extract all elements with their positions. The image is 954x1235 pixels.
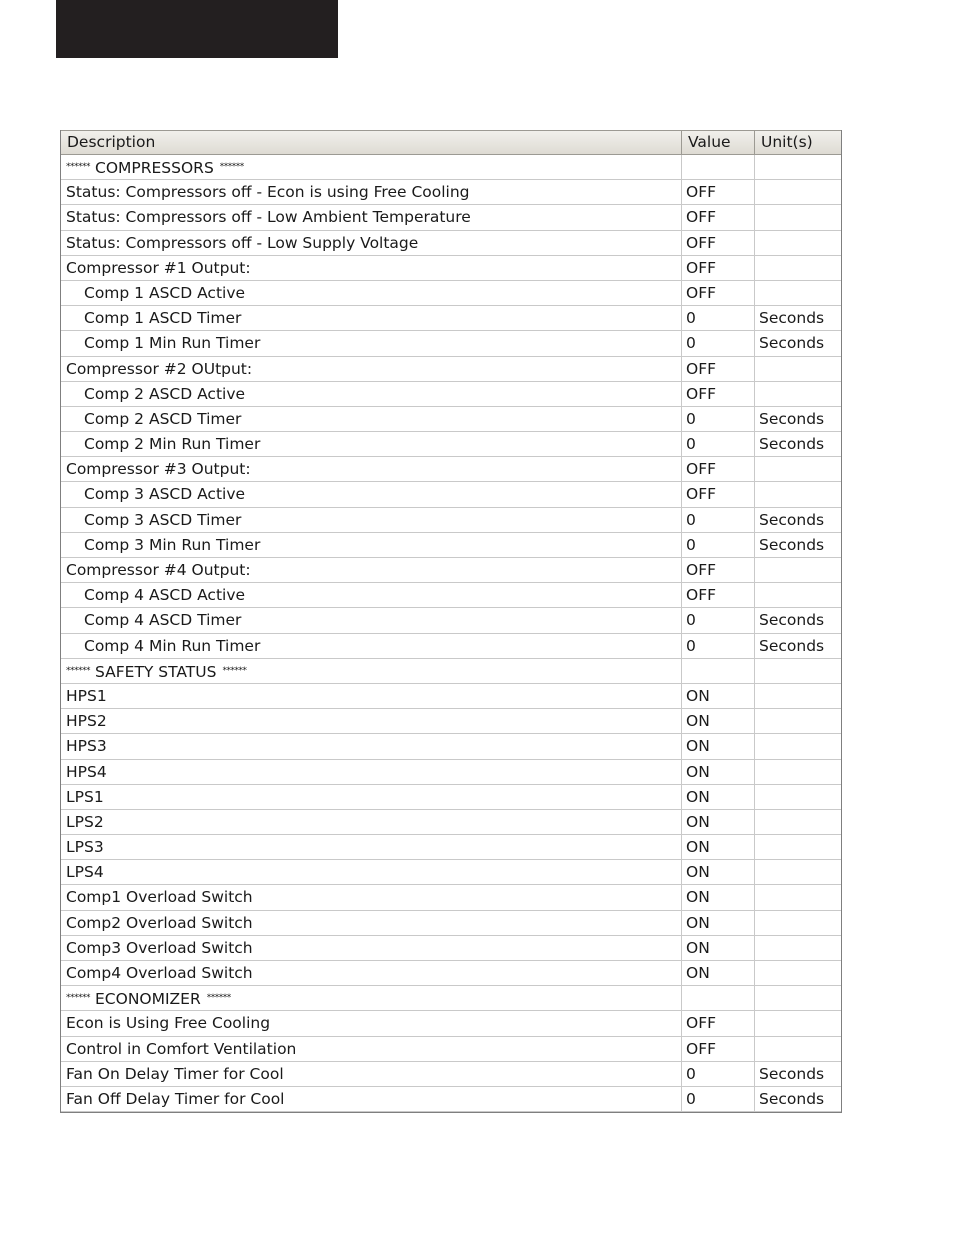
value-cell: 0 [682, 432, 755, 456]
units-cell [755, 231, 839, 255]
page-header-block [56, 0, 338, 58]
table-row[interactable] [61, 306, 841, 331]
description-cell: HPS3 [61, 734, 682, 758]
description-cell: Comp 3 Min Run Timer [61, 533, 682, 557]
description-cell: Comp1 Overload Switch [61, 885, 682, 909]
description-cell: LPS3 [61, 835, 682, 859]
section-title: SAFETY STATUS [95, 662, 217, 681]
table-row[interactable] [61, 911, 841, 936]
units-cell: Seconds [759, 334, 825, 353]
section-marker: ****** [206, 993, 231, 1004]
value-cell: 0 [682, 1087, 755, 1111]
section-marker: ****** [222, 665, 247, 676]
units-cell [755, 155, 839, 179]
units-cell: Seconds [759, 409, 825, 428]
table-row[interactable] [61, 608, 841, 633]
description-cell: Comp4 Overload Switch [61, 961, 682, 985]
section-title: COMPRESSORS [95, 159, 214, 177]
description-cell: Econ is Using Free Cooling [61, 1011, 682, 1035]
units-cell [755, 1011, 839, 1035]
value-cell: 0 [682, 306, 755, 330]
description-cell: HPS4 [61, 760, 682, 784]
units-cell [755, 961, 839, 985]
units-cell: Seconds [759, 611, 825, 630]
value-cell: ON [682, 734, 755, 758]
table-row[interactable] [61, 407, 841, 432]
table-row[interactable] [61, 482, 841, 507]
value-cell: OFF [682, 180, 755, 204]
units-cell [755, 583, 839, 607]
value-cell: 0 [682, 331, 755, 355]
description-cell: Compressor #3 Output: [61, 457, 682, 481]
description-cell: LPS4 [61, 860, 682, 884]
units-cell: Seconds [759, 1064, 825, 1083]
value-cell: 0 [682, 634, 755, 658]
units-cell [755, 785, 839, 809]
units-cell [755, 281, 839, 305]
units-cell [755, 558, 839, 582]
value-cell: ON [682, 709, 755, 733]
table-row[interactable] [61, 634, 841, 659]
description-cell [61, 155, 682, 179]
table-row[interactable] [61, 936, 841, 961]
description-cell: Comp3 Overload Switch [61, 936, 682, 960]
value-cell: OFF [682, 482, 755, 506]
units-cell: Seconds [759, 535, 825, 554]
value-cell [682, 659, 755, 683]
units-cell [755, 180, 839, 204]
description-cell: Comp 1 ASCD Active [61, 281, 682, 305]
section-row[interactable] [61, 155, 841, 180]
value-cell: ON [682, 860, 755, 884]
units-cell [755, 835, 839, 859]
table-row[interactable] [61, 961, 841, 986]
description-cell: LPS1 [61, 785, 682, 809]
value-cell: 0 [682, 1062, 755, 1086]
table-row[interactable] [61, 256, 841, 281]
table-row[interactable] [61, 382, 841, 407]
value-cell: ON [682, 760, 755, 784]
units-cell: Seconds [759, 309, 825, 328]
section-marker: ****** [66, 993, 90, 1004]
description-cell: Comp2 Overload Switch [61, 911, 682, 935]
value-cell: OFF [682, 231, 755, 255]
units-cell [755, 659, 839, 683]
table-row[interactable] [61, 508, 841, 533]
units-cell [755, 986, 839, 1010]
value-cell: ON [682, 785, 755, 809]
units-cell [755, 885, 839, 909]
description-cell: Comp 2 Min Run Timer [61, 432, 682, 456]
value-cell: ON [682, 684, 755, 708]
description-cell: Comp 3 ASCD Active [61, 482, 682, 506]
table-row[interactable] [61, 734, 841, 759]
description-cell: HPS2 [61, 709, 682, 733]
table-row[interactable] [61, 1087, 841, 1112]
description-cell: Comp 3 ASCD Timer [61, 508, 682, 532]
section-row[interactable] [61, 986, 841, 1011]
table-row[interactable] [61, 533, 841, 558]
units-cell [755, 936, 839, 960]
value-cell: ON [682, 835, 755, 859]
units-cell [755, 911, 839, 935]
table-row[interactable] [61, 1011, 841, 1036]
column-header-value[interactable]: Value [682, 131, 755, 154]
value-cell: OFF [682, 1037, 755, 1061]
value-cell: 0 [682, 407, 755, 431]
status-table [60, 130, 842, 1113]
description-cell: Comp 4 ASCD Timer [61, 608, 682, 632]
section-row[interactable] [61, 659, 841, 684]
description-cell: Compressor #1 Output: [61, 256, 682, 280]
value-cell: OFF [682, 205, 755, 229]
value-cell: OFF [682, 382, 755, 406]
table-row[interactable] [61, 331, 841, 356]
table-row[interactable] [61, 1037, 841, 1062]
value-cell: ON [682, 911, 755, 935]
units-cell [755, 1037, 839, 1061]
units-cell [755, 205, 839, 229]
units-cell: Seconds [759, 435, 825, 454]
column-header-units[interactable]: Unit(s) [761, 133, 813, 151]
table-row[interactable] [61, 760, 841, 785]
table-row[interactable] [61, 810, 841, 835]
table-row[interactable] [61, 457, 841, 482]
units-cell: Seconds [759, 510, 825, 529]
table-row[interactable] [61, 558, 841, 583]
value-cell: OFF [682, 256, 755, 280]
description-cell: Status: Compressors off - Econ is using Free Cooling [61, 180, 682, 204]
section-marker: ****** [66, 665, 90, 676]
units-cell [755, 810, 839, 834]
table-row[interactable] [61, 281, 841, 306]
value-cell [682, 986, 755, 1010]
table-row[interactable] [61, 835, 841, 860]
units-cell [755, 760, 839, 784]
table-row[interactable] [61, 432, 841, 457]
table-row[interactable] [61, 180, 841, 205]
description-cell [61, 986, 682, 1010]
table-header [61, 130, 841, 155]
description-cell: Comp 4 ASCD Active [61, 583, 682, 607]
value-cell: OFF [682, 457, 755, 481]
description-cell: LPS2 [61, 810, 682, 834]
table-row[interactable] [61, 684, 841, 709]
description-cell: Comp 1 Min Run Timer [61, 331, 682, 355]
value-cell: ON [682, 885, 755, 909]
units-cell [755, 457, 839, 481]
units-cell: Seconds [759, 636, 825, 655]
units-cell [755, 684, 839, 708]
table-row[interactable] [61, 885, 841, 910]
units-cell [755, 256, 839, 280]
units-cell [755, 734, 839, 758]
section-title: ECONOMIZER [95, 990, 201, 1009]
units-cell [755, 357, 839, 381]
table-row[interactable] [61, 357, 841, 382]
description-cell: Compressor #4 Output: [61, 558, 682, 582]
description-cell: Compressor #2 OUtput: [61, 357, 682, 381]
description-cell: Comp 1 ASCD Timer [61, 306, 682, 330]
units-cell [755, 860, 839, 884]
table-row[interactable] [61, 709, 841, 734]
column-header-description[interactable]: Description [61, 131, 682, 154]
units-cell [755, 709, 839, 733]
table-row[interactable] [61, 583, 841, 608]
value-cell: OFF [682, 1011, 755, 1035]
table-row[interactable] [61, 231, 841, 256]
value-cell: OFF [682, 281, 755, 305]
description-cell: Comp 2 ASCD Active [61, 382, 682, 406]
table-row[interactable] [61, 205, 841, 230]
section-marker: ****** [66, 162, 90, 172]
table-row[interactable] [61, 1062, 841, 1087]
units-cell: Seconds [759, 1089, 825, 1108]
value-cell: OFF [682, 583, 755, 607]
value-cell: 0 [682, 508, 755, 532]
table-row[interactable] [61, 785, 841, 810]
value-cell: 0 [682, 608, 755, 632]
description-cell: Comp 2 ASCD Timer [61, 407, 682, 431]
description-cell: HPS1 [61, 684, 682, 708]
section-marker: ****** [219, 162, 244, 172]
value-cell: 0 [682, 533, 755, 557]
description-cell: Fan On Delay Timer for Cool [61, 1062, 682, 1086]
description-cell: Status: Compressors off - Low Supply Voltage [61, 231, 682, 255]
description-cell: Control in Comfort Ventilation [61, 1037, 682, 1061]
description-cell: Comp 4 Min Run Timer [61, 634, 682, 658]
value-cell: ON [682, 936, 755, 960]
units-cell [755, 482, 839, 506]
value-cell: OFF [682, 357, 755, 381]
value-cell: ON [682, 961, 755, 985]
value-cell [682, 155, 755, 179]
value-cell: ON [682, 810, 755, 834]
table-row[interactable] [61, 860, 841, 885]
description-cell: Fan Off Delay Timer for Cool [61, 1087, 682, 1111]
table-body [61, 155, 841, 1112]
units-cell [755, 382, 839, 406]
description-cell: Status: Compressors off - Low Ambient Temperature [61, 205, 682, 229]
description-cell [61, 659, 682, 683]
value-cell: OFF [682, 558, 755, 582]
